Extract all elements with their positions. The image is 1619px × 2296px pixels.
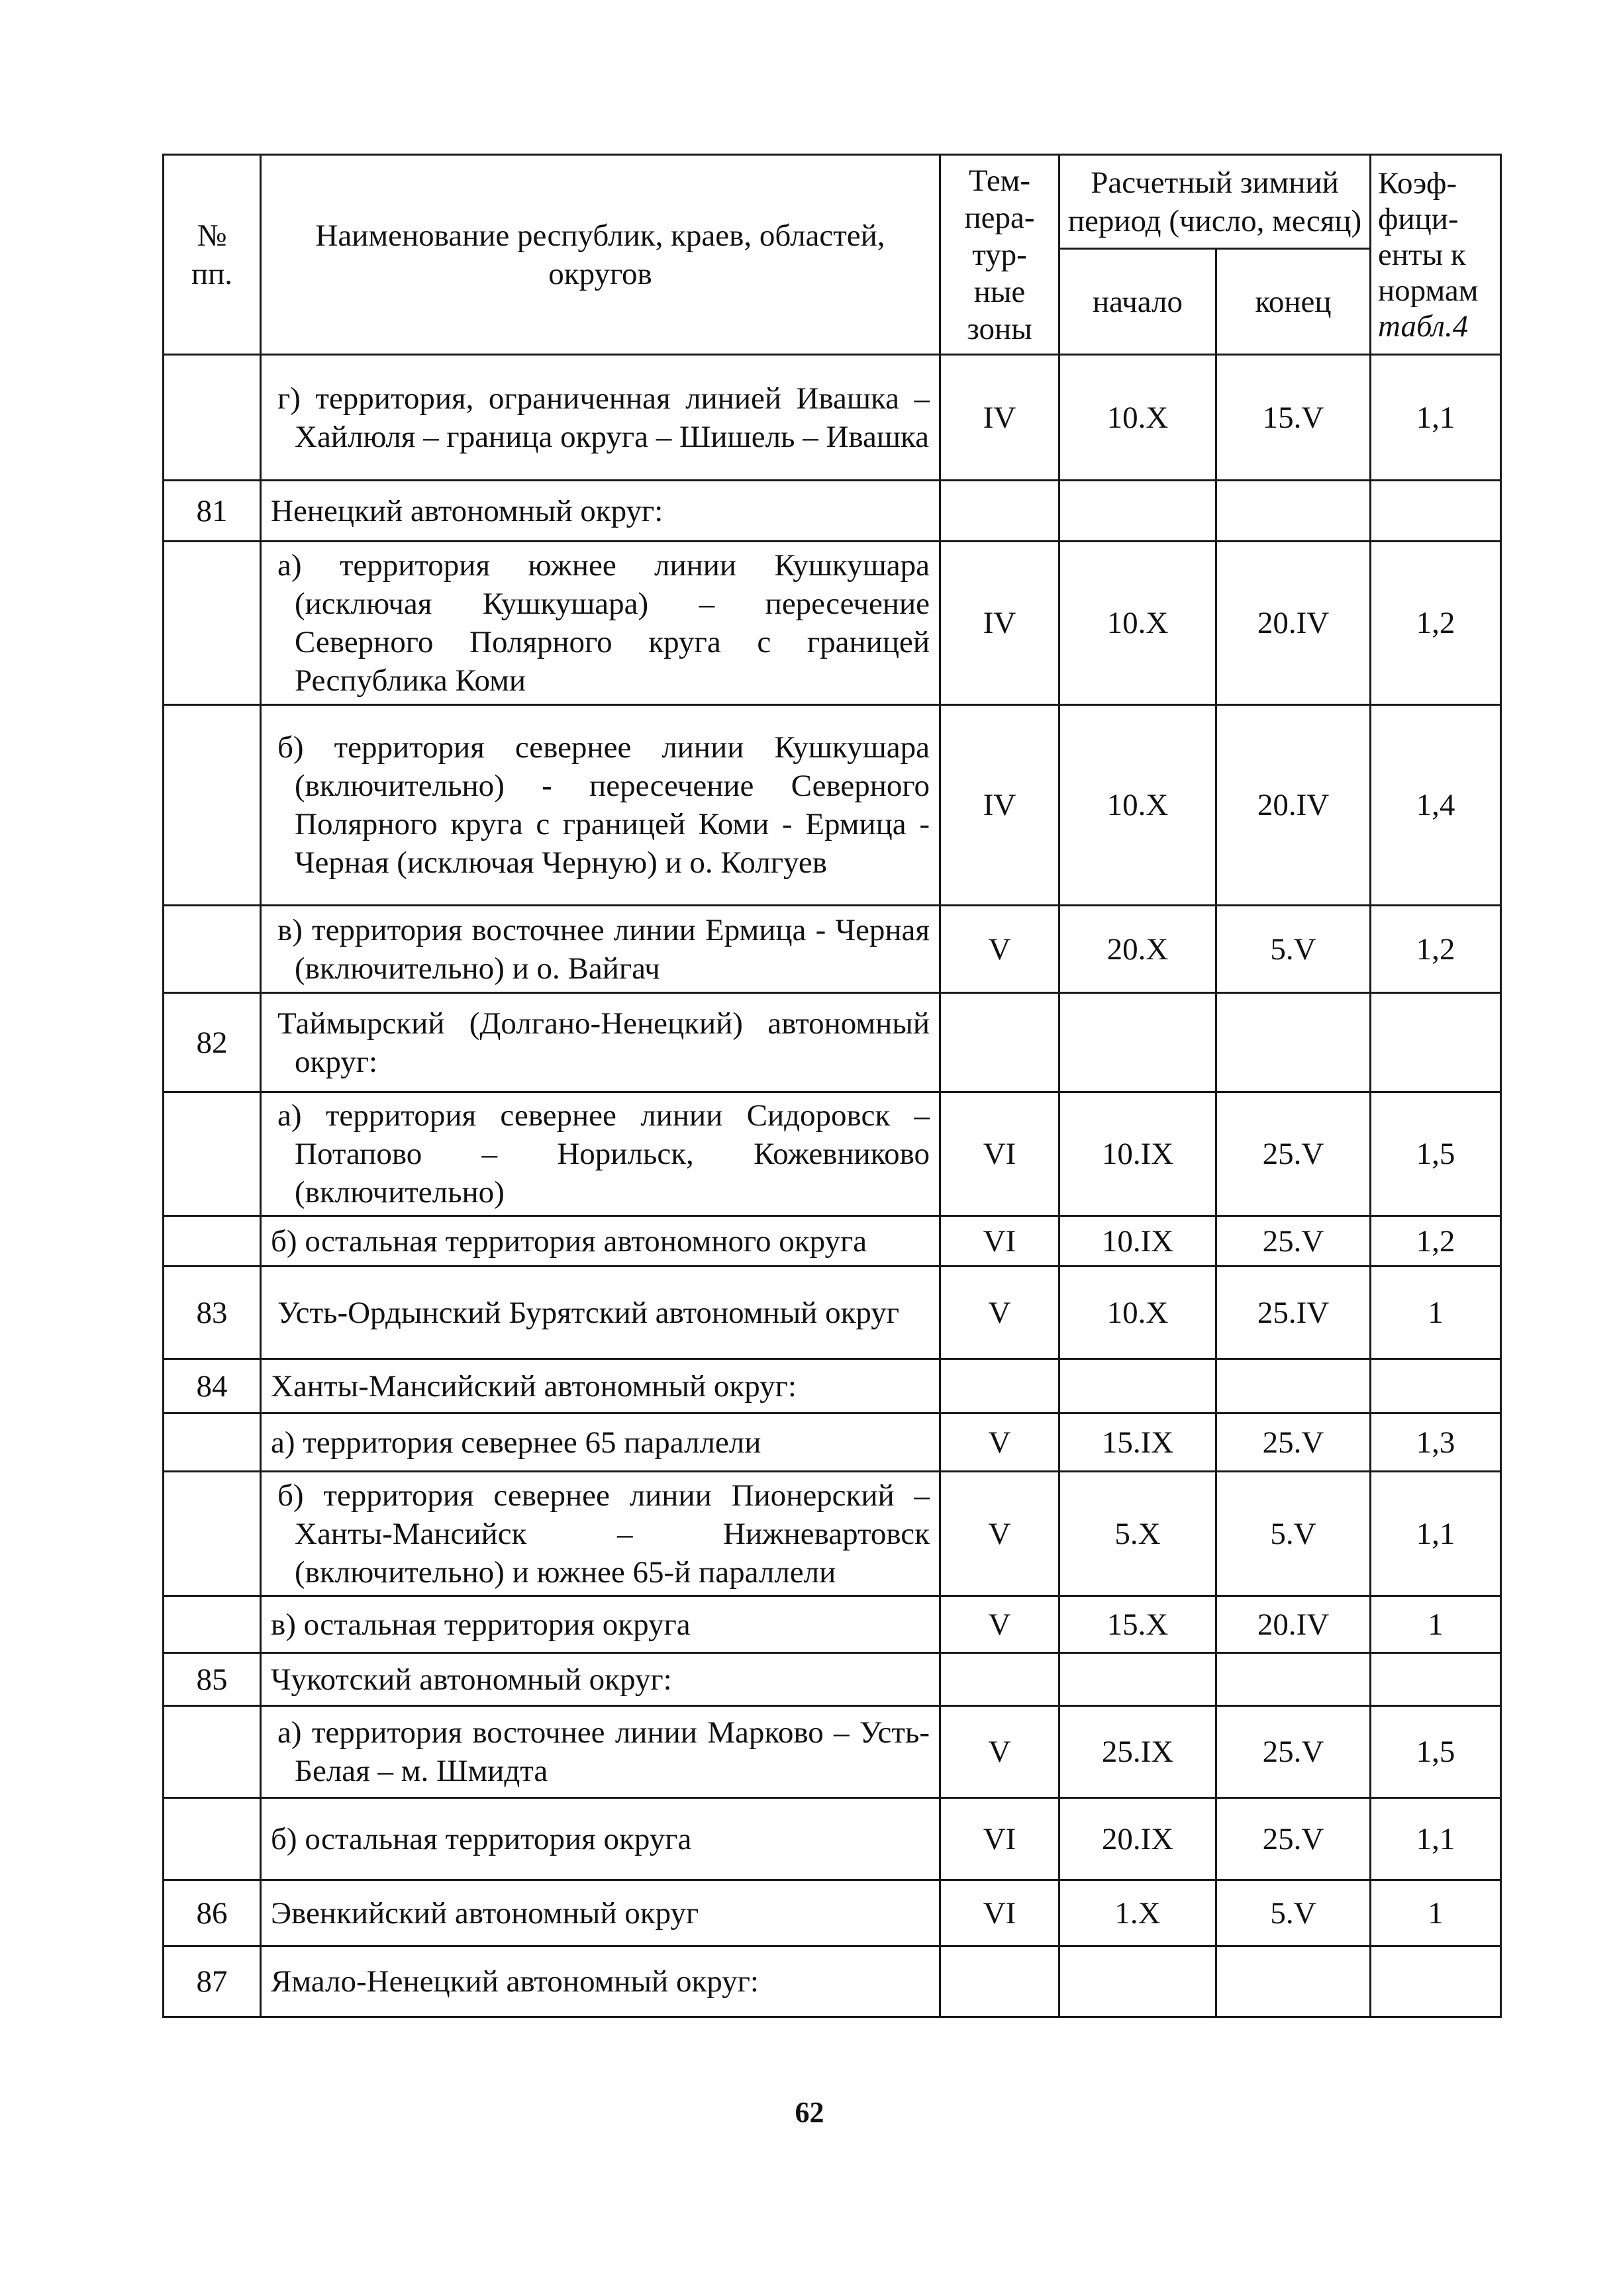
row-end: 25.V — [1216, 1413, 1371, 1472]
row-name: а) территория южнее линии Кушкушара (исключая Кушкушара) – пересечение Северного Полярного круга с границей Республика Коми — [261, 542, 940, 705]
row-zone: V — [940, 906, 1059, 993]
table-row — [164, 1880, 1501, 1946]
row-number: 82 — [164, 993, 261, 1092]
row-coef: 1 — [1371, 1596, 1501, 1653]
table-row — [164, 1596, 1501, 1653]
row-start: 20.X — [1059, 906, 1216, 993]
row-end: 20.IV — [1216, 705, 1371, 906]
row-coef: 1,5 — [1371, 1092, 1501, 1216]
table-row — [164, 1413, 1501, 1472]
row-coef: 1,2 — [1371, 542, 1501, 705]
row-coef: 1,4 — [1371, 705, 1501, 906]
row-start: 1.X — [1059, 1880, 1216, 1946]
row-name: б) остальная территория округа — [261, 1798, 940, 1880]
row-coef — [1371, 1946, 1501, 2017]
table-row — [164, 1216, 1501, 1267]
row-zone: V — [940, 1596, 1059, 1653]
row-number: 86 — [164, 1880, 261, 1946]
table-row — [164, 355, 1501, 481]
row-end — [1216, 1946, 1371, 2017]
table-row — [164, 1359, 1501, 1413]
row-number: 83 — [164, 1267, 261, 1359]
row-name: Усть-Ордынский Бурятский автономный округ — [261, 1267, 940, 1359]
row-zone: VI — [940, 1798, 1059, 1880]
row-number — [164, 1706, 261, 1798]
row-number — [164, 1413, 261, 1472]
row-start: 10.IX — [1059, 1092, 1216, 1216]
table-row — [164, 993, 1501, 1092]
header-winter-period: Расчетный зимний период (число, месяц) — [1059, 155, 1371, 249]
header-temperature-zones: Тем- пера- тур- ные зоны — [940, 155, 1059, 355]
row-end: 25.IV — [1216, 1267, 1371, 1359]
row-name: Ямало-Ненецкий автономный округ: — [261, 1946, 940, 2017]
table-row — [164, 906, 1501, 993]
row-name: в) территория восточнее линии Ермица - Черная (включительно) и о. Вайгач — [261, 906, 940, 993]
row-zone: VI — [940, 1880, 1059, 1946]
row-zone: V — [940, 1706, 1059, 1798]
row-coef: 1,2 — [1371, 906, 1501, 993]
row-zone: V — [940, 1413, 1059, 1472]
row-number: 84 — [164, 1359, 261, 1413]
row-coef: 1,2 — [1371, 1216, 1501, 1267]
row-start: 25.IX — [1059, 1706, 1216, 1798]
row-start: 15.X — [1059, 1596, 1216, 1653]
table-row — [164, 481, 1501, 542]
table-row — [164, 1798, 1501, 1880]
header-start: начало — [1059, 249, 1216, 355]
row-number — [164, 355, 261, 481]
row-end: 25.V — [1216, 1706, 1371, 1798]
row-zone — [940, 1653, 1059, 1706]
row-end — [1216, 1359, 1371, 1413]
row-start — [1059, 1946, 1216, 2017]
row-start: 10.X — [1059, 542, 1216, 705]
row-end — [1216, 993, 1371, 1092]
row-coef: 1,3 — [1371, 1413, 1501, 1472]
header-number: № пп. — [164, 155, 261, 355]
row-start: 5.X — [1059, 1472, 1216, 1596]
row-end: 20.IV — [1216, 1596, 1371, 1653]
climate-table — [162, 154, 1502, 2018]
row-name: Ненецкий автономный округ: — [261, 481, 940, 542]
row-number — [164, 1596, 261, 1653]
table-row — [164, 1653, 1501, 1706]
row-zone: IV — [940, 542, 1059, 705]
row-coef — [1371, 1359, 1501, 1413]
row-end: 5.V — [1216, 1880, 1371, 1946]
row-coef: 1 — [1371, 1267, 1501, 1359]
row-start: 10.X — [1059, 705, 1216, 906]
row-zone: VI — [940, 1092, 1059, 1216]
row-zone — [940, 481, 1059, 542]
row-coef: 1,1 — [1371, 1472, 1501, 1596]
row-coef — [1371, 993, 1501, 1092]
row-end — [1216, 1653, 1371, 1706]
row-start — [1059, 993, 1216, 1092]
table-row — [164, 1092, 1501, 1216]
row-coef: 1,1 — [1371, 1798, 1501, 1880]
row-name: а) территория восточнее линии Марково – Усть-Белая – м. Шмидта — [261, 1706, 940, 1798]
row-name: Чукотский автономный округ: — [261, 1653, 940, 1706]
table-row — [164, 1706, 1501, 1798]
row-start: 10.X — [1059, 355, 1216, 481]
row-zone: V — [940, 1472, 1059, 1596]
row-zone — [940, 1359, 1059, 1413]
row-end: 15.V — [1216, 355, 1371, 481]
row-end: 25.V — [1216, 1798, 1371, 1880]
row-start: 10.IX — [1059, 1216, 1216, 1267]
row-name: а) территория севернее линии Сидоровск – Потапово – Норильск, Кожевниково (включительно) — [261, 1092, 940, 1216]
row-end: 5.V — [1216, 906, 1371, 993]
row-start: 15.IX — [1059, 1413, 1216, 1472]
table-row — [164, 542, 1501, 705]
table-row — [164, 1267, 1501, 1359]
row-number — [164, 705, 261, 906]
row-zone — [940, 1946, 1059, 2017]
row-start — [1059, 1653, 1216, 1706]
row-zone: IV — [940, 355, 1059, 481]
row-name: Таймырский (Долгано-Ненецкий) автономный округ: — [261, 993, 940, 1092]
row-name: б) территория севернее линии Пионерский – Ханты-Мансийск – Нижневартовск (включительно) и южнее 65-й параллели — [261, 1472, 940, 1596]
header-end: конец — [1216, 249, 1371, 355]
row-number — [164, 1798, 261, 1880]
row-zone: VI — [940, 1216, 1059, 1267]
row-number — [164, 1472, 261, 1596]
row-name: б) территория севернее линии Кушкушара (включительно) - пересечение Северного Полярного круга с границей Коми - Ермица - Черная (исключая Черную) и о. Колгуев — [261, 705, 940, 906]
row-name: Эвенкийский автономный округ — [261, 1880, 940, 1946]
row-zone: IV — [940, 705, 1059, 906]
page-number: 62 — [795, 2096, 824, 2129]
row-end: 25.V — [1216, 1216, 1371, 1267]
row-coef: 1 — [1371, 1880, 1501, 1946]
row-zone — [940, 993, 1059, 1092]
row-start — [1059, 1359, 1216, 1413]
row-number — [164, 1092, 261, 1216]
row-name: Ханты-Мансийский автономный округ: — [261, 1359, 940, 1413]
row-end: 25.V — [1216, 1092, 1371, 1216]
row-end: 20.IV — [1216, 542, 1371, 705]
header-coefficients: Коэф- фици- енты к нормам табл.4 — [1371, 155, 1501, 355]
header-name: Наименование республик, краев, областей, округов — [261, 155, 940, 355]
row-end — [1216, 481, 1371, 542]
row-number — [164, 1216, 261, 1267]
row-start — [1059, 481, 1216, 542]
row-start: 20.IX — [1059, 1798, 1216, 1880]
row-start: 10.X — [1059, 1267, 1216, 1359]
row-number — [164, 542, 261, 705]
row-zone: V — [940, 1267, 1059, 1359]
row-number: 81 — [164, 481, 261, 542]
row-number — [164, 906, 261, 993]
row-end: 5.V — [1216, 1472, 1371, 1596]
row-name: г) территория, ограниченная линией Ивашка – Хайлюля – граница округа – Шишель – Ивашка — [261, 355, 940, 481]
row-coef — [1371, 481, 1501, 542]
table-row — [164, 1472, 1501, 1596]
row-name: б) остальная территория автономного округа — [261, 1216, 940, 1267]
row-coef: 1,5 — [1371, 1706, 1501, 1798]
row-coef — [1371, 1653, 1501, 1706]
row-coef: 1,1 — [1371, 355, 1501, 481]
table-row — [164, 705, 1501, 906]
row-number: 85 — [164, 1653, 261, 1706]
row-name: в) остальная территория округа — [261, 1596, 940, 1653]
table-row — [164, 1946, 1501, 2017]
row-number: 87 — [164, 1946, 261, 2017]
row-name: а) территория севернее 65 параллели — [261, 1413, 940, 1472]
